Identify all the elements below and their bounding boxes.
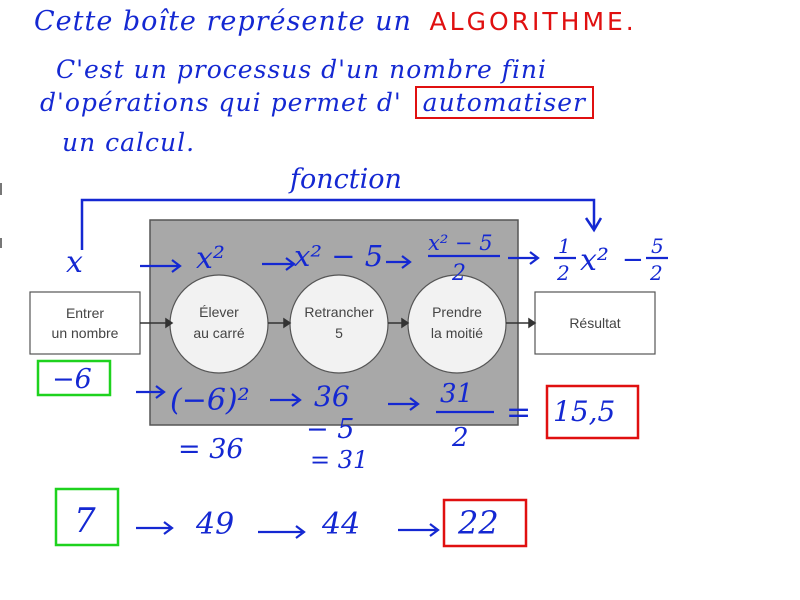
intro-line-2: C'est un processus d'un nombre fini	[56, 55, 548, 84]
example-1-step-2: 36	[314, 380, 350, 413]
input-box	[30, 292, 140, 354]
example-2-result: 22	[458, 504, 499, 542]
example-1-step-3-denominator: 2	[452, 423, 469, 453]
final-minus: −	[622, 245, 644, 275]
example-2-step-2: 44	[322, 507, 361, 542]
example-2-input: 7	[74, 501, 96, 541]
example-1-step-3-numerator: 31	[440, 379, 474, 409]
output-box-label: Résultat	[569, 315, 621, 331]
step-3-line-1: Prendre	[432, 304, 482, 320]
example-1-step-1: (−6)²	[170, 383, 250, 418]
intro-line-4: un calcul.	[62, 128, 196, 157]
step-3-circle	[408, 275, 506, 373]
example-1-result: 15,5	[553, 395, 616, 428]
example-1-input: −6	[52, 364, 92, 395]
input-box-line-1: Entrer	[65, 305, 105, 321]
automatiser-boxed-word: automatiser	[415, 86, 594, 119]
final-b-denominator: 2	[650, 261, 663, 285]
example-2-step-1: 49	[196, 507, 235, 542]
step-1-line-2: au carré	[193, 325, 245, 341]
final-b-numerator: 5	[651, 234, 664, 258]
step-2-line-1: Retrancher	[304, 304, 374, 320]
expr-x: x	[66, 245, 83, 280]
left-edge-mark	[0, 183, 2, 195]
expr-x-squared: x²	[196, 241, 225, 276]
expr-x-squared-minus-5: x² − 5	[294, 239, 384, 273]
step-1-line-1: Élever	[199, 304, 239, 320]
step-2-line-2: 5	[335, 325, 343, 341]
step-3-line-2: la moitié	[430, 325, 484, 341]
expr-fraction-numerator: x² − 5	[428, 231, 493, 255]
intro-line-3-text: d'opérations qui permet d'	[40, 88, 402, 117]
input-box-line-2: un nombre	[51, 325, 119, 341]
final-a-denominator: 2	[557, 261, 570, 285]
algorithme-keyword: ALGORITHME.	[429, 7, 637, 36]
handwritten-arrows-row-3	[136, 522, 438, 538]
expr-fraction-denominator: 2	[452, 261, 466, 286]
step-2-circle	[290, 275, 388, 373]
function-label: fonction	[290, 164, 402, 195]
step-1-circle	[170, 275, 268, 373]
intro-line-1-text: Cette boîte représente un	[34, 6, 412, 37]
example-1-step-2-sub: − 5	[306, 414, 355, 445]
example-1-equals: =	[506, 395, 532, 430]
example-1-step-2-eq: = 31	[310, 446, 369, 474]
left-edge-mark-2	[0, 238, 2, 248]
final-a-numerator: 1	[558, 234, 571, 258]
final-x-squared: x²	[580, 243, 609, 278]
example-1-step-1-eq: = 36	[178, 434, 244, 465]
